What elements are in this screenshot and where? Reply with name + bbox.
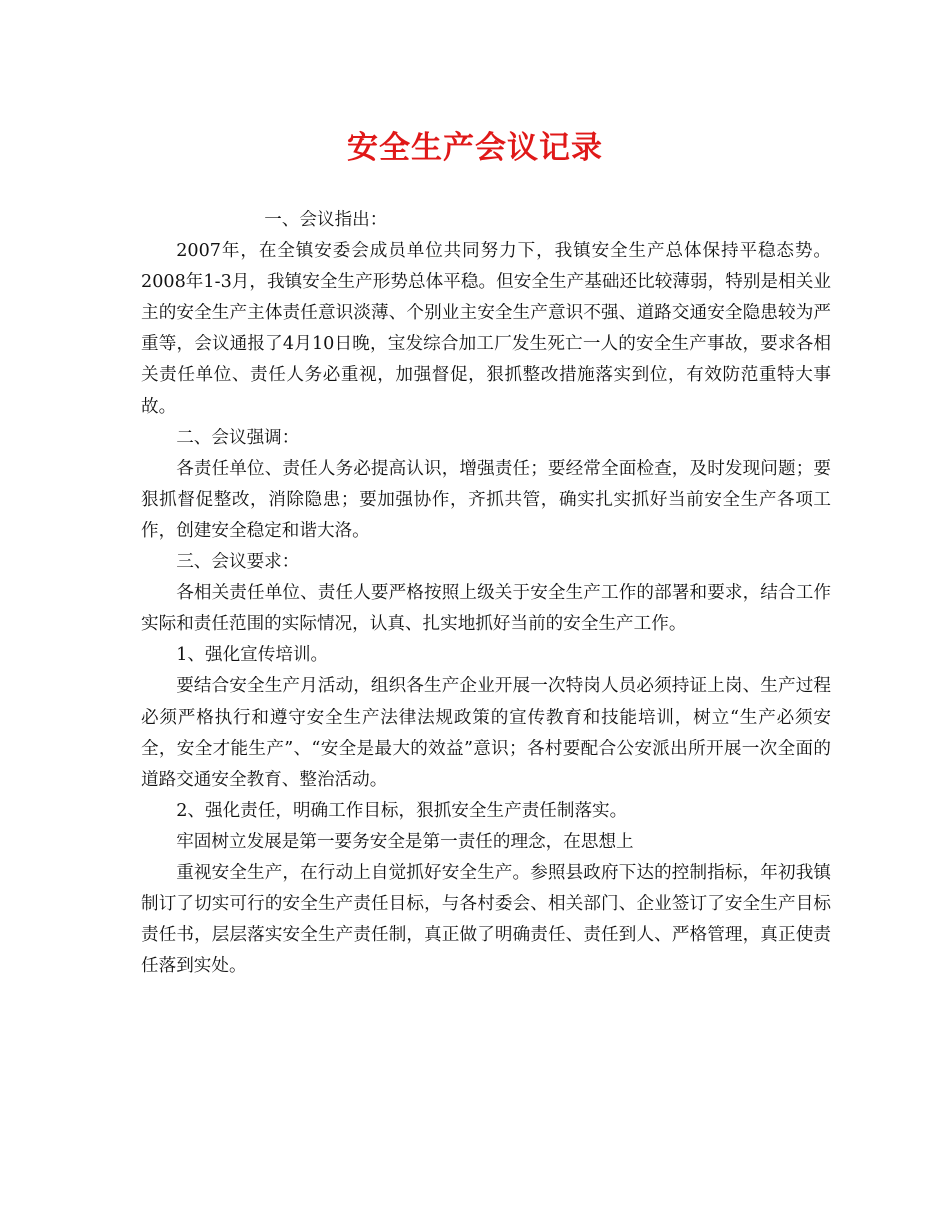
document-title: 安全生产会议记录	[347, 130, 603, 166]
paragraph-publicity-training: 要结合安全生产月活动，组织各生产企业开展一次特岗人员必须持证上岗、生产过程必须严格执行和遵守安全生产法律法规政策的宣传教育和技能培训，树立“生产必须安全，安全才能生产”、“安全是最大的效益”意识；各村要配合公安派出所开展一次全面的道路交通安全教育、整治活动。	[141, 676, 831, 790]
paragraph-responsibility-detail: 重视安全生产，在行动上自觉抓好安全生产。参照县政府下达的控制指标，年初我镇制订了切实可行的安全生产责任目标，与各村委会、相关部门、企业签订了安全生产目标责任书，层层落实安全生产责任制，真正做了明确责任、责任到人、严格管理，真正使责任落到实处。	[141, 862, 831, 977]
subheading-2: 2、强化责任，明确工作目标，狠抓安全生产责任制落实。	[176, 800, 628, 821]
paragraph-responsibility-intro: 牢固树立发展是第一要务安全是第一责任的理念，在思想上	[176, 831, 634, 852]
paragraph-meeting-pointed-out: 2007年，在全镇安委会成员单位共同努力下，我镇安全生产总体保持平稳态势。2008年1-3月，我镇安全生产形势总体平稳。但安全生产基础还比较薄弱，特别是相关业主的安全生产主体责任意识淡薄、个别业主安全生产意识不强、道路交通安全隐患较为严重等，会议通报了4月10日晚，宝发综合加工厂发生死亡一人的安全生产事故，要求各相关责任单位、责任人务必重视，加强督促，狠抓整改措施落实到位，有效防范重特大事故。	[141, 241, 831, 417]
subheading-1: 1、强化宣传培训。	[176, 645, 329, 666]
section-heading-2: 二、会议强调：	[176, 427, 300, 448]
paragraph-meeting-requirements: 各相关责任单位、责任人要严格按照上级关于安全生产工作的部署和要求，结合工作实际和责任范围的实际情况，认真、扎实地抓好当前的安全生产工作。	[141, 583, 831, 635]
section-heading-1: 一、会议指出：	[264, 210, 388, 230]
paragraph-meeting-emphasized: 各责任单位、责任人务必提高认识，增强责任；要经常全面检查，及时发现问题；要狠抓督促整改，消除隐患；要加强协作，齐抓共管，确实扎实抓好当前安全生产各项工作，创建安全稳定和谐大洛。	[141, 458, 831, 541]
document-body	[141, 205, 831, 982]
section-heading-3: 三、会议要求：	[176, 552, 300, 573]
